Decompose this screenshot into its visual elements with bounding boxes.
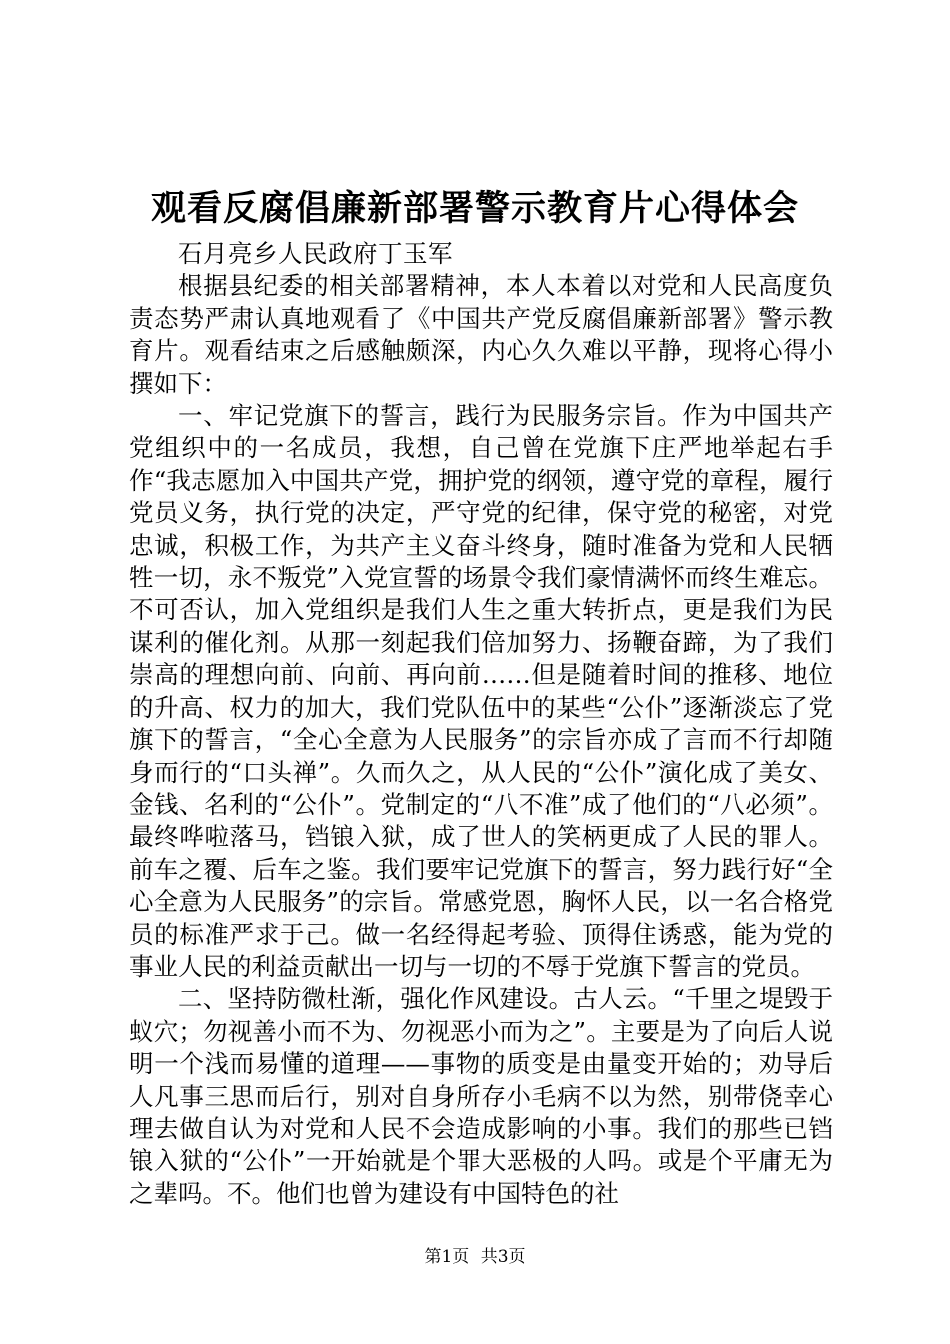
author-line: 石月亮乡人民政府丁玉军 (178, 239, 453, 268)
page-footer (0, 1245, 950, 1269)
document-body (129, 238, 833, 1210)
paragraph-section-one: 一、牢记党旗下的誓言，践行为民服务宗旨。作为中国共产党组织中的一名成员，我想，自己曾在党旗下庄严地举起右手作“我志愿加入中国共产党，拥护党的纲领，遵守党的章程，履行党员义务，执行党的决定，严守党的纪律，保守党的秘密，对党忠诚，积极工作，为共产主义奋斗终身，随时准备为党和人民牺牲一切，永不叛党”入党宣誓的场景令我们豪情满怀而终生难忘。不可否认，加入党组织是我们人生之重大转折点，更是我们为民谋利的催化剂。从那一刻起我们倍加努力、扬鞭奋蹄，为了我们崇高的理想向前、向前、再向前……但是随着时间的推移、地位的升高、权力的加大，我们党队伍中的某些“公仆”逐渐淡忘了党旗下的誓言，“全心全意为人民服务”的宗旨亦成了言而不行却随身而行的“口头禅”。久而久之，从人民的“公仆”演化成了美女、金钱、名利的“公仆”。党制定的“八不准”成了他们的“八必须”。最终哗啦落马，铛锒入狱，成了世人的笑柄更成了人民的罪人。前车之覆、后车之鉴。我们要牢记党旗下的誓言，努力践行好“全心全意为人民服务”的宗旨。常感党恩，胸怀人民，以一名合格党员的标准严求于己。做一名经得起考验、顶得住诱惑，能为党的事业人民的利益贡献出一切与一切的不辱于党旗下誓言的党员。 (129, 401, 833, 981)
page-number: 第1页 (424, 1247, 470, 1267)
paragraph-intro: 根据县纪委的相关部署精神，本人本着以对党和人民高度负责态势严肃认真地观看了《中国共产党反腐倡廉新部署》警示教育片。观看结束之后感触颇深，内心久久难以平静，现将心得小撰如下： (129, 271, 833, 398)
paragraph-section-two: 二、坚持防微杜渐，强化作风建设。古人云。“千里之堤毁于蚁穴；勿视善小而不为、勿视恶小而为之”。主要是为了向后人说明一个浅而易懂的道理——事物的质变是由量变开始的；劝导后人凡事三思而后行，别对自身所存小毛病不以为然，别带侥幸心理去做自认为对党和人民不会造成影响的小事。我们的那些已铛锒入狱的“公仆”一开始就是个罪大恶极的人吗。或是个平庸无为之辈吗。不。他们也曾为建设有中国特色的社 (129, 984, 833, 1208)
page-total: 共3页 (480, 1247, 526, 1267)
document-title: 观看反腐倡廉新部署警示教育片心得体会 (150, 188, 799, 229)
